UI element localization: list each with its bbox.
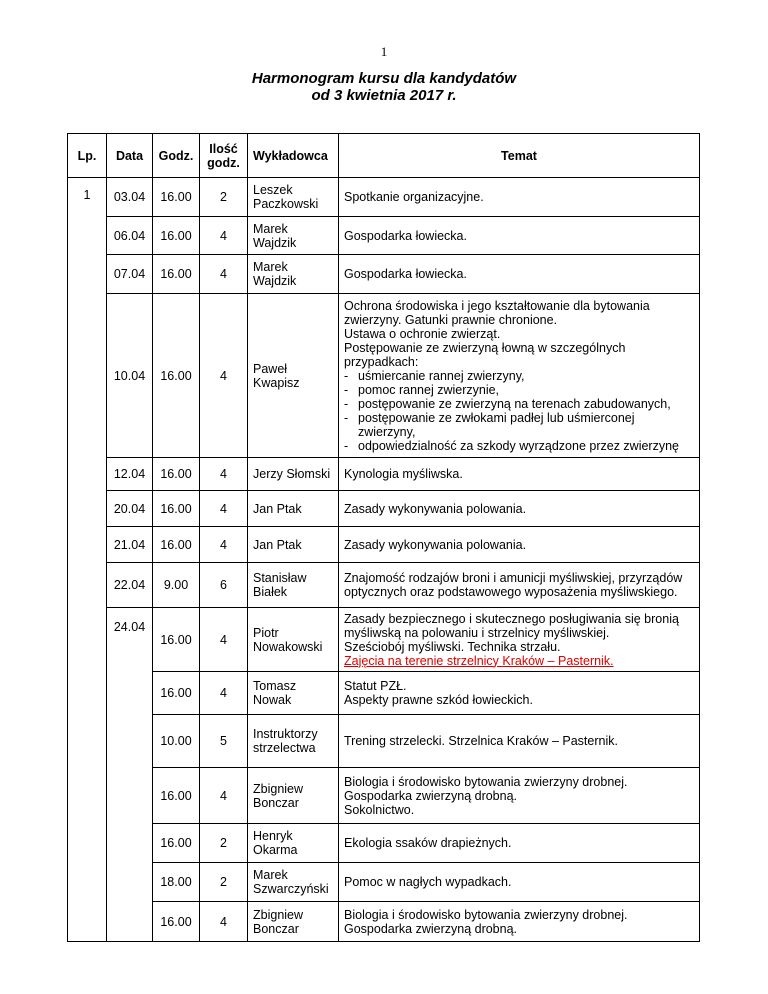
cell-lp xyxy=(68,217,107,255)
cell-godz: 18.00 xyxy=(153,863,200,902)
cell-lp xyxy=(68,255,107,294)
cell-godz: 16.00 xyxy=(153,768,200,824)
header-data: Data xyxy=(107,134,153,178)
cell-wykladowca: Leszek Paczkowski xyxy=(248,178,339,217)
cell-lp xyxy=(68,491,107,527)
cell-lp xyxy=(68,458,107,491)
cell-data xyxy=(107,902,153,942)
temat-line: Postępowanie ze zwierzyną łowną w szczególnych przypadkach: xyxy=(344,340,626,369)
cell-wykladowca: Marek Wajdzik xyxy=(248,255,339,294)
cell-godz: 16.00 xyxy=(153,902,200,942)
table-row xyxy=(68,902,700,942)
cell-wykladowca: Stanisław Białek xyxy=(248,563,339,608)
cell-temat xyxy=(339,768,700,824)
cell-ilosc: 4 xyxy=(200,768,248,824)
cell-godz: 16.00 xyxy=(153,608,200,672)
cell-godz: 16.00 xyxy=(153,491,200,527)
table-row xyxy=(68,715,700,768)
header-temat: Temat xyxy=(339,134,700,178)
temat-line: Gospodarka zwierzyną drobną. xyxy=(344,921,518,936)
page-number: 1 xyxy=(380,44,388,59)
cell-godz: 16.00 xyxy=(153,178,200,217)
header-row xyxy=(68,134,700,178)
cell-godz: 16.00 xyxy=(153,217,200,255)
header-lp: Lp. xyxy=(68,134,107,178)
table-row xyxy=(68,294,700,458)
temat-line: Ustawa o ochronie zwierząt. xyxy=(344,326,501,341)
cell-temat: Kynologia myśliwska. xyxy=(339,458,700,491)
cell-lp xyxy=(68,563,107,608)
cell-wykladowca: Zbigniew Bonczar xyxy=(248,902,339,942)
cell-data: 20.04 xyxy=(107,491,153,527)
cell-lp xyxy=(68,824,107,863)
temat-line: Biologia i środowisko bytowania zwierzyny drobnej. xyxy=(344,774,628,789)
cell-ilosc: 2 xyxy=(200,178,248,217)
cell-temat: Gospodarka łowiecka. xyxy=(339,217,700,255)
cell-lp xyxy=(68,672,107,715)
temat-list-item: - postępowanie ze zwłokami padłej lub uśmierconej zwierzyny, xyxy=(344,410,635,439)
cell-wykladowca: Marek Wajdzik xyxy=(248,217,339,255)
cell-data xyxy=(107,672,153,715)
cell-ilosc: 4 xyxy=(200,608,248,672)
cell-ilosc: 4 xyxy=(200,527,248,563)
cell-wykladowca: Piotr Nowakowski xyxy=(248,608,339,672)
cell-temat: Spotkanie organizacyjne. xyxy=(339,178,700,217)
cell-temat xyxy=(339,608,700,672)
table-row xyxy=(68,458,700,491)
title-line-1: Harmonogram kursu dla kandydatów xyxy=(251,70,517,87)
cell-godz: 16.00 xyxy=(153,527,200,563)
table-row xyxy=(68,255,700,294)
cell-wykladowca: Henryk Okarma xyxy=(248,824,339,863)
cell-wykladowca: Instruktorzy strzelectwa xyxy=(248,715,339,768)
cell-wykladowca: Jerzy Słomski xyxy=(248,458,339,491)
cell-ilosc: 4 xyxy=(200,672,248,715)
table-row xyxy=(68,527,700,563)
cell-data: 07.04 xyxy=(107,255,153,294)
cell-ilosc: 2 xyxy=(200,824,248,863)
header-ilosc-line1: Ilość xyxy=(209,141,238,156)
temat-line: Statut PZŁ. xyxy=(344,679,407,693)
cell-ilosc: 4 xyxy=(200,902,248,942)
cell-ilosc: 2 xyxy=(200,863,248,902)
cell-temat xyxy=(339,672,700,715)
cell-data: 21.04 xyxy=(107,527,153,563)
cell-data: 10.04 xyxy=(107,294,153,458)
cell-lp xyxy=(68,294,107,458)
cell-wykladowca: Zbigniew Bonczar xyxy=(248,768,339,824)
cell-data xyxy=(107,768,153,824)
cell-lp: 1 xyxy=(68,178,107,217)
cell-temat: Pomoc w nagłych wypadkach. xyxy=(339,863,700,902)
header-ilosc xyxy=(200,134,248,178)
cell-data xyxy=(107,863,153,902)
cell-lp xyxy=(68,768,107,824)
cell-godz: 9.00 xyxy=(153,563,200,608)
cell-temat: Znajomość rodzajów broni i amunicji myśliwskiej, przyrządów optycznych oraz podstawowego wyposażenia myśliwskiego. xyxy=(339,563,700,608)
cell-data: 24.04 xyxy=(107,608,153,672)
cell-wykladowca: Jan Ptak xyxy=(248,491,339,527)
schedule-table xyxy=(67,133,700,942)
table-row xyxy=(68,608,700,672)
cell-data: 12.04 xyxy=(107,458,153,491)
cell-temat: Gospodarka łowiecka. xyxy=(339,255,700,294)
cell-godz: 10.00 xyxy=(153,715,200,768)
cell-lp xyxy=(68,527,107,563)
table-row xyxy=(68,863,700,902)
cell-lp xyxy=(68,715,107,768)
cell-data: 03.04 xyxy=(107,178,153,217)
cell-lp xyxy=(68,902,107,942)
table-row xyxy=(68,563,700,608)
cell-ilosc: 4 xyxy=(200,294,248,458)
temat-list-item: - pomoc rannej zwierzynie, xyxy=(344,382,500,397)
table-row xyxy=(68,491,700,527)
header-ilosc-line2: godz. xyxy=(207,155,240,170)
cell-temat: Ekologia ssaków drapieżnych. xyxy=(339,824,700,863)
temat-line: Gospodarka zwierzyną drobną. xyxy=(344,788,518,803)
cell-wykladowca: Jan Ptak xyxy=(248,527,339,563)
temat-list-item: - odpowiedzialność za szkody wyrządzone przez zwierzynę xyxy=(344,438,679,453)
temat-line: Zasady bezpiecznego i skutecznego posługiwania się bronią myśliwską na polowaniu i strzelnicy myśliwskiej. xyxy=(344,611,679,640)
temat-line: Sześciobój myśliwski. Technika strzału. xyxy=(344,639,561,654)
cell-ilosc: 4 xyxy=(200,217,248,255)
cell-godz: 16.00 xyxy=(153,672,200,715)
cell-ilosc: 4 xyxy=(200,255,248,294)
cell-data xyxy=(107,715,153,768)
cell-ilosc: 4 xyxy=(200,458,248,491)
temat-list-item: - postępowanie ze zwierzyną na terenach zabudowanych, xyxy=(344,396,671,411)
cell-lp xyxy=(68,863,107,902)
temat-line: Aspekty prawne szkód łowieckich. xyxy=(344,693,533,707)
temat-line: Ochrona środowiska i jego kształtowanie dla bytowania zwierzyny. Gatunki prawnie chronione. xyxy=(344,298,650,327)
cell-wykladowca: Marek Szwarczyński xyxy=(248,863,339,902)
table-row xyxy=(68,672,700,715)
document-title xyxy=(0,70,768,104)
cell-wykladowca: Paweł Kwapisz xyxy=(248,294,339,458)
temat-highlight: Zajęcia na terenie strzelnicy Kraków – Pasternik. xyxy=(344,653,614,668)
table-row xyxy=(68,178,700,217)
title-line-2: od 3 kwietnia 2017 r. xyxy=(311,87,457,104)
cell-data: 22.04 xyxy=(107,563,153,608)
cell-temat: Zasady wykonywania polowania. xyxy=(339,491,700,527)
cell-godz: 16.00 xyxy=(153,294,200,458)
header-wykladowca: Wykładowca xyxy=(248,134,339,178)
cell-temat: Trening strzelecki. Strzelnica Kraków – Pasternik. xyxy=(339,715,700,768)
table-row xyxy=(68,217,700,255)
cell-godz: 16.00 xyxy=(153,255,200,294)
cell-data: 06.04 xyxy=(107,217,153,255)
table-row xyxy=(68,768,700,824)
temat-line: Biologia i środowisko bytowania zwierzyny drobnej. xyxy=(344,907,628,922)
cell-ilosc: 6 xyxy=(200,563,248,608)
cell-temat xyxy=(339,902,700,942)
cell-lp xyxy=(68,608,107,672)
header-godz: Godz. xyxy=(153,134,200,178)
temat-line: Sokolnictwo. xyxy=(344,802,415,817)
table-row xyxy=(68,824,700,863)
cell-data xyxy=(107,824,153,863)
temat-list-item: - uśmiercanie rannej zwierzyny, xyxy=(344,368,525,383)
cell-wykladowca: Tomasz Nowak xyxy=(248,672,339,715)
cell-godz: 16.00 xyxy=(153,824,200,863)
cell-temat: Zasady wykonywania polowania. xyxy=(339,527,700,563)
cell-temat xyxy=(339,294,700,458)
cell-ilosc: 4 xyxy=(200,491,248,527)
cell-ilosc: 5 xyxy=(200,715,248,768)
cell-godz: 16.00 xyxy=(153,458,200,491)
